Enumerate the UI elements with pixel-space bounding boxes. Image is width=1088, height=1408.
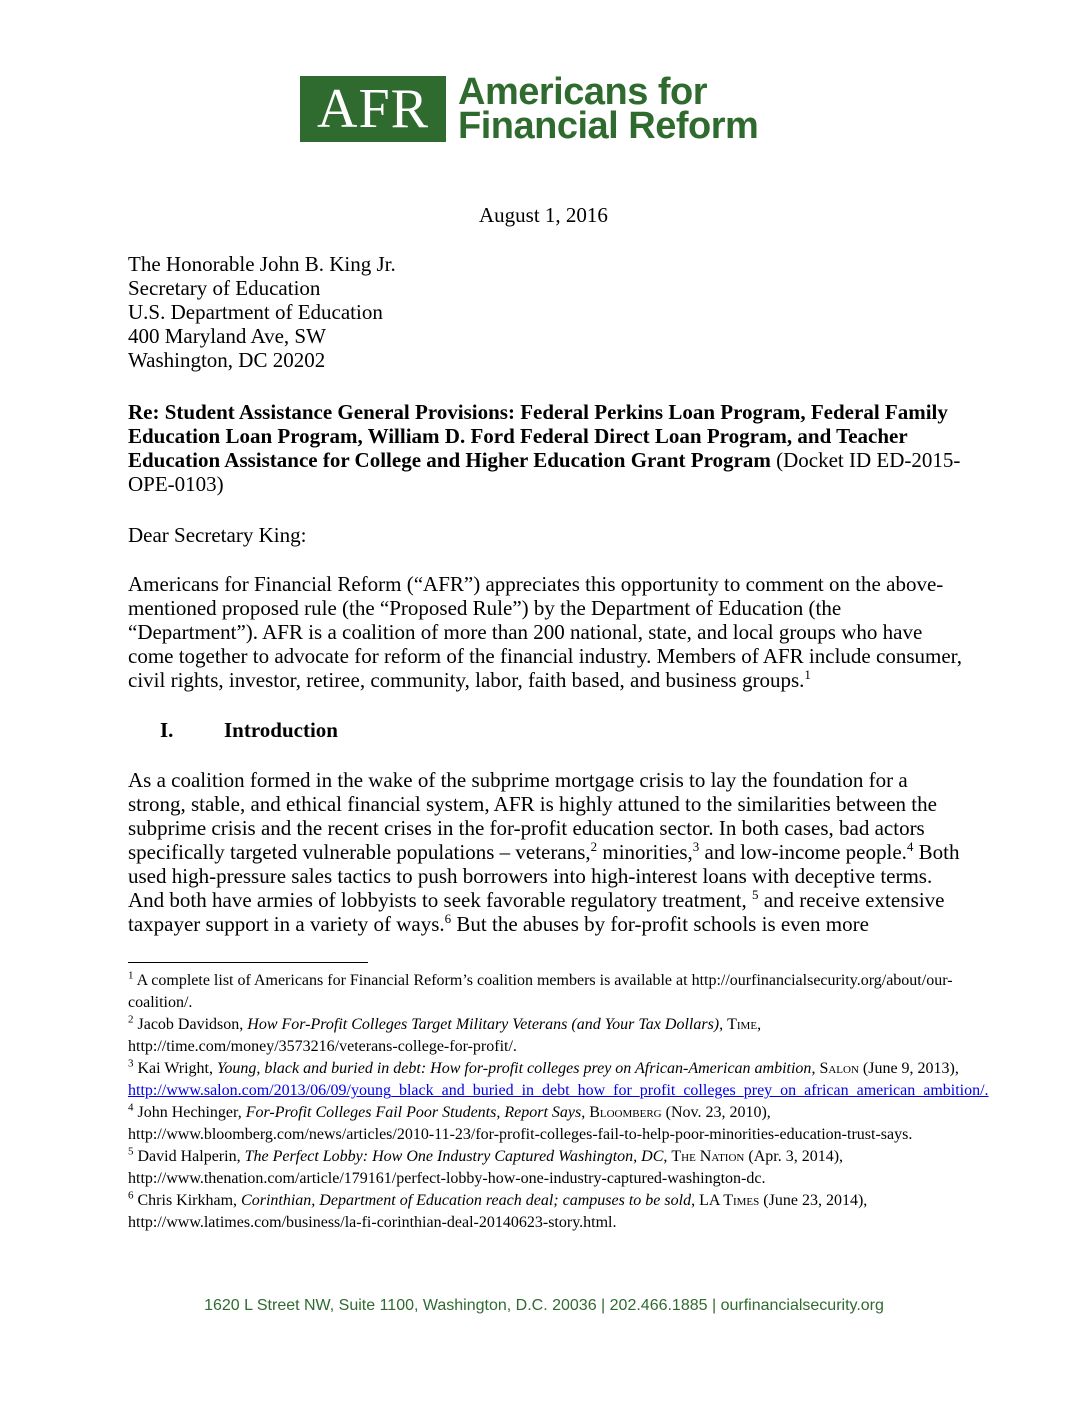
footnote-ref: 1	[804, 667, 811, 682]
footnote-number: 1	[128, 969, 134, 982]
footnote-text: (Apr. 3, 2014), http://www.thenation.com/article/179161/perfect-lobby-how-one-industry-captured-washington-dc.	[128, 1148, 844, 1187]
address-line: 400 Maryland Ave, SW	[128, 324, 326, 348]
footnotes	[128, 969, 989, 1234]
footnote-6	[128, 1190, 968, 1234]
address-line: The Honorable John B. King Jr.	[128, 252, 396, 276]
logo-line-2: Financial Reform	[458, 105, 759, 147]
footnote-number: 6	[128, 1189, 134, 1202]
letter-date: August 1, 2016	[479, 203, 608, 227]
paragraph-text: and low-income people.	[699, 840, 907, 864]
recipient-address	[128, 252, 968, 372]
footnote-source: Bloomberg	[589, 1104, 662, 1121]
footnote-text: ,	[691, 1192, 700, 1209]
paragraph-text: But the abuses by for-profit schools is even more	[451, 912, 869, 936]
footnote-text: John Hechinger,	[133, 1104, 246, 1121]
paragraph-text: Americans for Financial Reform (“AFR”) appreciates this opportunity to comment on the above-mentioned proposed rule (the “Proposed Rule”) by the Department of Education (the “Department”). AFR is a coalition of more than 200 national, state, and local groups who have come together to advocate for reform of the financial industry. Members of AFR include consumer, civil rights, investor, retiree, community, labor, faith based, and business groups.	[128, 572, 963, 692]
footnote-text: ,	[663, 1148, 672, 1165]
footnote-ref: 5	[751, 887, 759, 902]
footnote-text: David Halperin,	[133, 1148, 245, 1165]
footnote-ref: 4	[906, 839, 914, 854]
footnote-ref: 6	[444, 911, 452, 926]
introduction-paragraph	[128, 768, 968, 936]
logo-line-1: Americans for	[458, 71, 708, 113]
footnote-number: 5	[128, 1145, 134, 1158]
subject-docket: (Docket ID ED-2015-OPE-0103)	[128, 448, 961, 496]
footnote-number: 2	[128, 1013, 134, 1026]
footnote-source: Salon	[819, 1060, 859, 1077]
footnote-ref: 2	[590, 839, 598, 854]
letterhead-footer: 1620 L Street NW, Suite 1100, Washington, D.C. 20036 | 202.466.1885 | ourfinancialsecurity.org	[204, 1297, 884, 1314]
footnote-text: (June 9, 2013),	[858, 1060, 959, 1077]
paragraph-text: As a coalition formed in the wake of the subprime mortgage crisis to lay the foundation for a strong, stable, and ethical financial system, AFR is highly attuned to the similarities between the subprime crisis and the recent crises in the for-profit education sector. In both cases, bad actors specifically targeted vulnerable populations – veterans,	[128, 768, 937, 864]
salutation: Dear Secretary King:	[128, 523, 307, 547]
intro-paragraph	[128, 572, 968, 692]
address-line: U.S. Department of Education	[128, 300, 383, 324]
paragraph-text: and receive extensive taxpayer support in a variety of ways.	[128, 888, 945, 936]
footnote-divider	[128, 962, 368, 963]
footnote-link[interactable]: http://www.salon.com/2013/06/09/young_black_and_buried_in_debt_how_for_profit_colleges_prey_on_african_american_ambition/.	[128, 1082, 989, 1099]
footnote-text: ,	[719, 1016, 728, 1033]
footnote-title: Corinthian, Department of Education reach deal; campuses to be sold	[241, 1192, 692, 1209]
footnote-text: ,	[581, 1104, 590, 1121]
footnote-number: 4	[128, 1101, 134, 1114]
section-number: I.	[160, 718, 174, 742]
address-line: Secretary of Education	[128, 276, 321, 300]
footnote-number: 3	[128, 1057, 134, 1070]
footnote-text: Kai Wright,	[133, 1060, 217, 1077]
footnote-text: A complete list of Americans for Financial Reform’s coalition members is available at http://ourfinancialsecurity.org/about/our-coalition/.	[128, 972, 953, 1011]
footnote-title: For-Profit Colleges Fail Poor Students, Report Says	[245, 1104, 582, 1121]
footnote-text: Chris Kirkham,	[133, 1192, 242, 1209]
footnote-text: (Nov. 23, 2010), http://www.bloomberg.com/news/articles/2010-11-23/for-profit-colleges-fail-to-help-poor-minorities-education-trust-says.	[128, 1104, 913, 1143]
footnote-text: (June 23, 2014), http://www.latimes.com/business/la-fi-corinthian-deal-20140623-story.html.	[128, 1192, 868, 1231]
logo-abbr: AFR	[300, 76, 446, 142]
address-line: Washington, DC 20202	[128, 348, 326, 372]
footnote-title: Young, black and buried in debt: How for-profit colleges prey on African-American ambition	[217, 1060, 812, 1077]
footnote-4	[128, 1102, 968, 1146]
footnote-2	[128, 1014, 968, 1058]
footnote-source: The Nation	[671, 1148, 745, 1165]
footnote-title: How For-Profit Colleges Target Military Veterans (and Your Tax Dollars)	[247, 1016, 720, 1033]
footnote-source: Time	[727, 1016, 758, 1033]
footnote-source: LA Times	[699, 1192, 760, 1209]
footnote-text: ,	[811, 1060, 820, 1077]
paragraph-text: Both used high-pressure sales tactics to push borrowers into high-interest loans with deceptive terms. And both have armies of lobbyists to seek favorable regulatory treatment,	[128, 840, 960, 912]
afr-logo	[300, 71, 759, 147]
footnote-3	[128, 1057, 989, 1102]
footnote-1	[128, 970, 968, 1014]
footnote-5	[128, 1146, 968, 1190]
footnote-title: The Perfect Lobby: How One Industry Captured Washington, DC	[244, 1148, 664, 1165]
subject-line	[128, 400, 968, 496]
subject-bold: Re: Student Assistance General Provisions: Federal Perkins Loan Program, Federal Family Education Loan Program, William D. Ford Federal Direct Loan Program, and Teacher Education Assistance for College and Higher Education Grant Program	[128, 400, 948, 472]
section-title: Introduction	[224, 718, 338, 742]
footnote-text: , http://time.com/money/3573216/veterans-college-for-profit/.	[128, 1016, 762, 1055]
logo-wordmark	[458, 71, 759, 147]
footnote-ref: 3	[692, 839, 700, 854]
footnote-text: Jacob Davidson,	[133, 1016, 248, 1033]
paragraph-text: minorities,	[597, 840, 693, 864]
